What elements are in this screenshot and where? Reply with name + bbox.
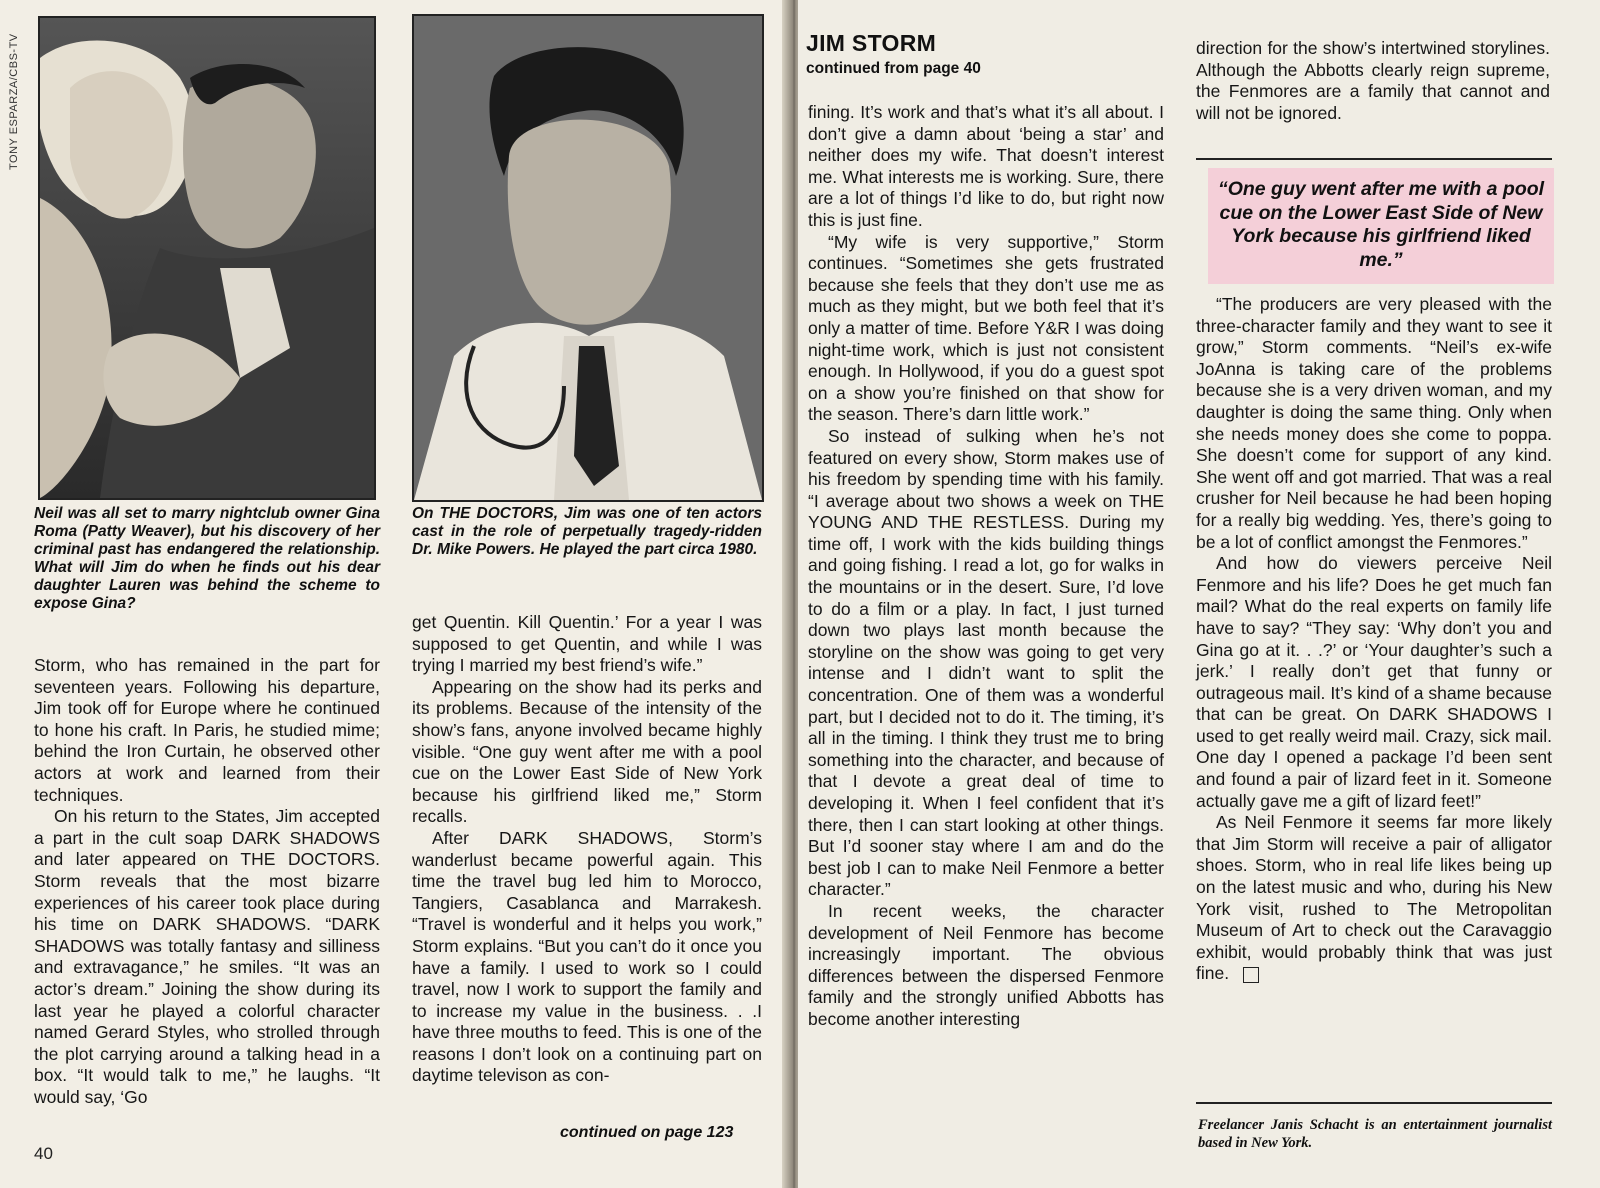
pullquote-rule-top bbox=[1196, 158, 1552, 160]
photo-credit: TONY ESPARZA/CBS-TV bbox=[8, 33, 20, 170]
paragraph-text: As Neil Fenmore it seems far more likely that Jim Storm will receive a pair of alligator shoes. Storm, who in real life likes being up on the latest music and who, during his New York visit, rushed to The Metropolitan Museum of Art to check out the Caravaggio exhibit, would probably think that was just fine. bbox=[1196, 812, 1552, 984]
photo-couple bbox=[38, 16, 376, 500]
paragraph: So instead of sulking when he’s not featured on every show, Storm makes use of his freedom by spending time with his family. “I average about two shows a week on THE YOUNG AND THE RESTLESS. During my time off, I work with the kids building things and going fishing. I read a lot, go for walks in the mountains or in the desert. Sure, I’d love to do a film or a play. In fact, I just turned down two plays last month because the storyline on the show was going to get very intense and I didn’t want to split the concentration. One of them was a wonderful part, but I decided not to do it. The timing, it’s all in the timing. I think they trust me to bring something into the character, and because of that I devote a great deal of time to developing it. When I feel confident that it’s there, then I can start looking at other things. But I’d sooner stay where I am and do the best job I can to make Neil Fenmore a better character.” bbox=[808, 425, 1164, 900]
bio-rule bbox=[1196, 1102, 1552, 1104]
paragraph: And how do viewers perceive Neil Fenmore and his life? Does he get much fan mail? What do the real experts on family life have to say? “They say: ‘Why don’t you and Gina go at it. . .?’ or ‘Your daughter’s such a jerk.’ I really don’t get that funny or outrageous mail. It’s kind of a shame because that can be great. On DARK SHADOWS I used to get really weird mail. Crazy, sick mail. One day I opened a package I’d been sent and found a pair of lizard feet in it. Someone actually gave me a gift of lizard feet!” bbox=[1196, 553, 1552, 811]
caption-left: Neil was all set to marry nightclub owner Gina Roma (Patty Weaver), but his discovery of her criminal past has endangered the relationship. What will Jim do when he finds out his dear daughter Lauren was behind the scheme to expose Gina? bbox=[34, 505, 380, 612]
page-123 bbox=[798, 0, 1600, 1188]
paragraph: After DARK SHADOWS, Storm’s wanderlust became powerful again. This time the travel bug led him to Morocco, Tangiers, Casablanca and Marrakesh. “Travel is wonderful and it helps you work,” Storm explains. “But you can’t do it once you have a family. I used to work so I could travel, now I work to support the family and to increase my value in the business. . .I have three mouths to feed. This is one of the reasons I don’t look on a continuing part on daytime televison as con- bbox=[412, 827, 762, 1086]
page-number: 40 bbox=[34, 1144, 53, 1163]
article-headline: JIM STORM bbox=[806, 30, 937, 56]
paragraph: On his return to the States, Jim accepted a part in the cult soap DARK SHADOWS and later appeared on THE DOCTORS. Storm reveals that the most bizarre experiences of his career took place during his time on DARK SHADOWS. “DARK SHADOWS was totally fantasy and silliness and extravagance,” he smiles. “It was an actor’s dream.” Joining the show during its last year he played a colorful character named Gerard Styles, who strolled through the plot carrying around a talking head in a box. “It would talk to me,” he laughs. “It would say, ‘Go bbox=[34, 806, 380, 1107]
page-40 bbox=[0, 0, 790, 1188]
paragraph: “My wife is very supportive,” Storm continues. “Sometimes she gets frustrated because she feels that they don’t use me as much as they might, but we both feel that it’s only a matter of time. Before Y&R I was doing night-time work, which is just not consistent enough. In Hollywood, if you do a guest spot on a show you’re finished on that show for the season. There’s darn little work.” bbox=[808, 231, 1164, 425]
page40-column-1 bbox=[34, 655, 380, 1108]
pull-quote: “One guy went after me with a pool cue on the Lower East Side of New York because his girlfriend liked me.” bbox=[1208, 168, 1554, 284]
paragraph: get Quentin. Kill Quentin.’ For a year I was supposed to get Quentin, and while I was trying I married my best friend’s wife.” bbox=[412, 612, 762, 676]
continued-from-note: continued from page 40 bbox=[806, 60, 981, 77]
paragraph: Storm, who has remained in the part for seventeen years. Following his departure, Jim took off for Europe where he continued to hone his craft. In Paris, he studied mime; behind the Iron Curtain, he observed other actors at work and learned from their techniques. bbox=[34, 655, 380, 805]
paragraph: direction for the show’s intertwined storylines. Although the Abbotts clearly reign supreme, the Fenmores are a family that cannot and will not be ignored. bbox=[1196, 38, 1550, 123]
paragraph: In recent weeks, the character development of Neil Fenmore has become increasingly important. The obvious differences between the dispersed Fenmore family and the strongly unified Abbotts has become another interesting bbox=[808, 900, 1164, 1029]
page123-column-1 bbox=[808, 102, 1164, 1031]
continued-on-note: continued on page 123 bbox=[560, 1124, 734, 1141]
page123-column-2 bbox=[1196, 294, 1552, 985]
author-bio: Freelancer Janis Schacht is an entertainment journalist based in New York. bbox=[1198, 1117, 1552, 1151]
photo-doctor-image bbox=[414, 16, 762, 500]
page40-column-2 bbox=[412, 612, 762, 1087]
paragraph: “The producers are very pleased with the three-character family and they want to see it grow,” Storm comments. “Neil’s ex-wife JoAnna is taking care of the problems because she is a very driven woman, and my daughter is doing the same thing. Only when she needs money does she come to poppa. She doesn’t come for support of any kind. She went off and got married. That was a real crusher for Neil because he had been hoping for a really big wedding. Yes, there’s going to be a lot of conflict amongst the Fenmores.” bbox=[1196, 294, 1552, 552]
paragraph: Appearing on the show had its perks and its problems. Because of the intensity of the show’s fans, anyone involved became highly visible. “One guy went after me with a pool cue on the Lower East Side of New York because his girlfriend liked me,” Storm recalls. bbox=[412, 676, 762, 827]
paragraph bbox=[1196, 812, 1552, 985]
end-mark-box-icon bbox=[1243, 967, 1259, 983]
photo-couple-image bbox=[40, 18, 374, 498]
paragraph: fining. It’s work and that’s what it’s all about. I don’t give a damn about ‘being a star’ and neither does my wife. That doesn’t interest me. What interests me is working. Sure, there are a lot of things I’d like to do, but right now this is just fine. bbox=[808, 102, 1164, 230]
caption-right: On THE DOCTORS, Jim was one of ten actors cast in the role of perpetually tragedy-ridden Dr. Mike Powers. He played the part circa 1980. bbox=[412, 505, 762, 558]
page123-column-2-top bbox=[1196, 38, 1550, 124]
photo-doctor bbox=[412, 14, 764, 502]
